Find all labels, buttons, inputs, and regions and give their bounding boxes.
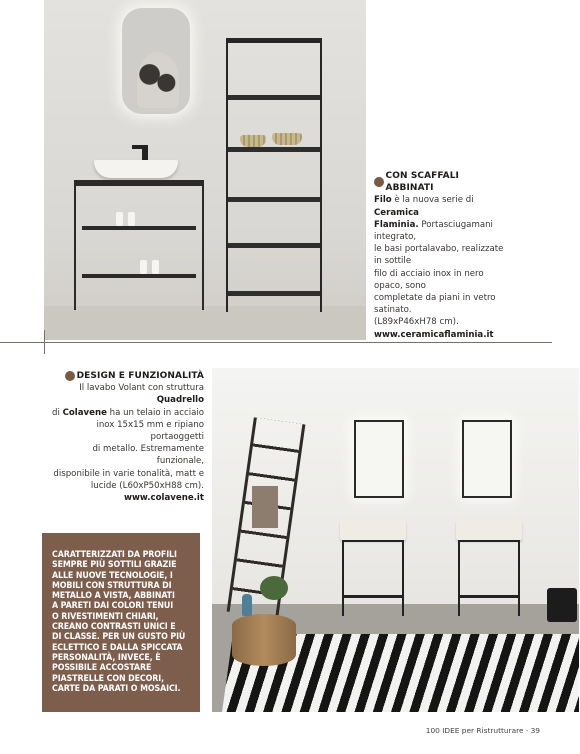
vase [242,594,252,616]
caption-line: completate da piani in vetro satinato. [374,293,496,316]
caption-url[interactable]: www.ceramicaflaminia.it [374,329,494,340]
washbasin [340,520,406,540]
pull-quote-line: PERSONALITÀ, INVECE, È [52,652,161,663]
pull-quote-box [42,533,200,712]
towel [252,486,278,528]
bottle [140,260,147,274]
caption-filo [374,170,504,341]
caption-url[interactable]: www.colavene.it [124,493,204,504]
washbasin [94,160,178,178]
steel-frame-stand [458,540,520,616]
caption-line: di Colavene ha un telaio in acciaio [52,407,204,418]
glass-shelf [228,197,320,202]
backlit-mirror [354,420,404,498]
caption-line: le basi portalavabo, realizzate in sottile [374,244,504,267]
pull-quote-line: CARATTERIZZATI DA PROFILI [52,550,177,560]
wooden-stool [232,614,296,666]
glass-shelf [228,291,320,296]
glass-shelf [228,95,320,100]
washbasin [456,520,522,540]
backlit-mirror [122,8,190,114]
caption-line: Il lavabo Volant con struttura Quadrello [79,383,204,406]
caption-line: Flaminia. Portasciugamani integrato, [374,219,493,243]
caption-line: (L89xP46xH78 cm). [374,317,459,328]
pull-quote-line: ALLE NUOVE TECNOLOGIE, I [52,570,173,581]
pull-quote-line: MOBILI CON STRUTTURA DI [52,580,172,591]
waste-bin [547,588,577,622]
caption-line: di metallo. Estremamente funzionale, [92,444,204,467]
caption-line: disponibile in varie tonalità, matt e [53,468,204,479]
caption-heading: DESIGN E FUNZIONALITÀ [44,370,204,382]
glass-shelf [228,243,320,248]
faucet-icon [142,145,148,161]
photo-quadrello-bathroom [212,368,579,712]
bullet-dot-icon [65,371,75,381]
pull-quote-line: CARTE DA PARATI O MOSAICI. [52,683,181,694]
glass-shelf [228,147,320,152]
bottle [128,212,135,226]
vanity-shelf [82,226,196,230]
pull-quote-line: METALLO A VISTA, ABBINATI [52,591,175,602]
page-folio: 100 IDEE per Ristrutturare · 39 [425,726,540,735]
pull-quote-line: POSSIBILE ACCOSTARE [52,663,152,674]
bottle [152,260,159,274]
crop-mark [44,330,45,354]
photo-filo-bathroom [44,0,366,340]
pull-quote-line: O RIVESTIMENTI CHIARI, [52,611,159,622]
caption-line: inox 15x15 mm e ripiano portaoggetti [96,419,204,443]
caption-heading: CON SCAFFALI ABBINATI [374,170,504,194]
caption-line: filo di acciaio inox in nero opaco, sono [374,268,484,291]
basket [272,133,302,145]
wire-shelving-unit [226,38,322,312]
pull-quote-line: ECLETTICO E DALLA SPICCATA [52,642,183,653]
wire-vanity-stand [74,180,204,310]
caption-colavene [44,370,204,504]
pull-quote-line: DI CLASSE. PER UN GUSTO PIÙ [52,632,186,643]
steel-frame-stand [342,540,404,616]
section-rule [0,342,552,343]
potted-plant [260,576,288,600]
backlit-mirror [462,420,512,498]
pull-quote-text [52,550,190,694]
pull-quote-line: PIASTRELLE CON DECORI, [52,673,164,684]
vanity-shelf [82,274,196,278]
caption-line: lucide (L60xP50xH88 cm). [90,480,204,491]
mirror-reflection [137,52,179,108]
caption-line: Filo è la nuova serie di Ceramica [374,195,474,218]
pull-quote-line: A PARETI DAI COLORI TENUI [52,601,174,612]
bullet-dot-icon [374,177,384,187]
pull-quote-line: SEMPRE PIÙ SOTTILI GRAZIE [52,560,177,571]
basket [240,135,266,147]
bottle [116,212,123,226]
pull-quote-line: CREANO CONTRASTI UNICI E [52,622,176,633]
